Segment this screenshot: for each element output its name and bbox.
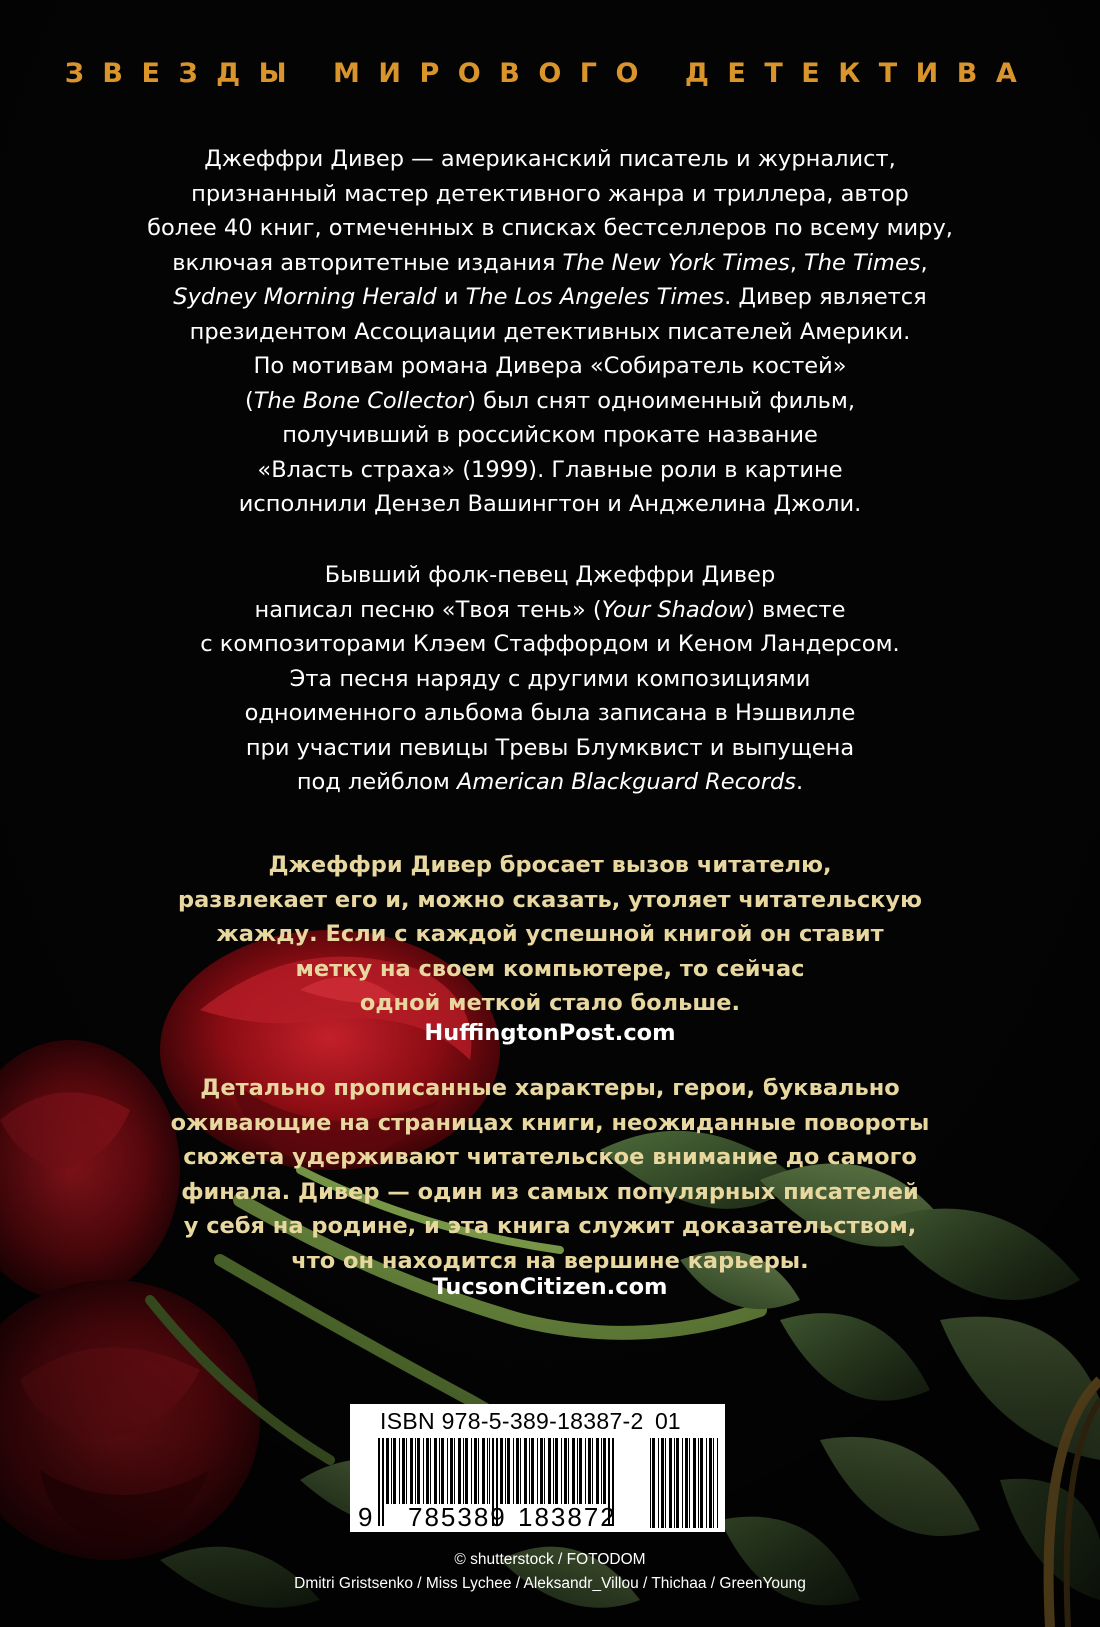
barcode-bar — [650, 1438, 651, 1528]
italic-title: Sydney Morning Herald — [173, 284, 437, 310]
barcode-bar — [434, 1438, 437, 1504]
bio-line — [50, 177, 1050, 212]
barcode-bar — [548, 1438, 551, 1504]
text-run: исполнили Дензел Вашингтон и Анджелина Джоли. — [238, 491, 862, 517]
barcode-bar — [706, 1438, 707, 1528]
barcode-bar — [588, 1438, 591, 1504]
review-quote-huffington — [50, 848, 1050, 1021]
text-run: под лейблом — [296, 769, 458, 795]
barcode-bar — [669, 1438, 672, 1528]
text-run: По мотивам романа Дивера «Собиратель костей» — [253, 353, 847, 379]
barcode-bar — [603, 1438, 606, 1504]
barcode-bar — [386, 1438, 389, 1504]
text-run: ( — [244, 387, 254, 414]
quote2-line: финала. Дивер — один из самых популярных писателей — [181, 1178, 919, 1205]
barcode-bar — [553, 1438, 554, 1504]
barcode-bar — [426, 1438, 429, 1504]
barcode-bar — [544, 1438, 545, 1504]
barcode-bar — [709, 1438, 712, 1528]
bio-line — [50, 418, 1050, 453]
barcode-bar — [561, 1438, 562, 1504]
barcode-bar — [572, 1438, 575, 1504]
barcode-digits-group1: 785389 — [408, 1502, 507, 1532]
barcode-bar — [402, 1438, 405, 1504]
quote1-line: метку на своем компьютере, то сейчас — [295, 955, 805, 982]
barcode-bar — [458, 1438, 461, 1504]
barcode-bar — [482, 1438, 485, 1504]
barcode-bar — [665, 1438, 666, 1528]
barcode-bar — [531, 1438, 534, 1504]
barcode-bar — [676, 1438, 679, 1528]
barcode-bar — [471, 1438, 472, 1504]
barcode-bar — [700, 1438, 703, 1528]
barcode-bar — [430, 1438, 431, 1504]
music-line — [50, 558, 1050, 593]
music-line — [50, 696, 1050, 731]
barcode-bar — [441, 1438, 444, 1504]
text-run: ) был снят одноименный фильм, — [467, 387, 856, 414]
barcode-bar — [596, 1438, 599, 1504]
text-run: , — [920, 249, 928, 276]
barcode-bar — [685, 1438, 688, 1528]
italic-title: The Los Angeles Times — [465, 284, 725, 310]
bio-line — [50, 487, 1050, 522]
barcode-bar — [417, 1438, 420, 1504]
barcode-bar — [652, 1438, 655, 1528]
bio-line — [50, 384, 1050, 419]
barcode-guard-bar — [382, 1438, 384, 1526]
barcode-bar — [454, 1438, 455, 1504]
barcode-bar — [540, 1438, 543, 1504]
barcode-bar — [474, 1438, 477, 1504]
bio-line — [50, 142, 1050, 177]
barcode-bar — [463, 1438, 464, 1504]
quote2-line: Детально прописанные характеры, герои, буквально — [200, 1075, 900, 1101]
series-title: ЗВЕЗДЫ МИРОВОГО ДЕТЕКТИВА — [64, 58, 1036, 89]
text-run: , — [789, 249, 805, 276]
quote2-line: у себя на родине, и эта книга служит доказательством, — [183, 1213, 917, 1239]
barcode-bar — [406, 1438, 407, 1504]
isbn-label: ISBN 978-5-389-18387-2 — [380, 1408, 644, 1434]
italic-title: The Times — [804, 249, 921, 276]
text-run: при участии певицы Тревы Блумквист и выпущена — [245, 734, 855, 761]
music-line — [50, 593, 1050, 628]
music-line — [50, 765, 1050, 800]
text-run: «Власть страха» (1999). Главные роли в картине — [257, 456, 843, 483]
quote2-line: оживающие на страницах книги, неожиданные повороты — [170, 1109, 930, 1136]
barcode-digit-first: 9 — [358, 1502, 373, 1532]
barcode-bar — [520, 1438, 521, 1504]
barcode-bar — [487, 1438, 488, 1504]
barcode-bar — [693, 1438, 696, 1528]
text-run: Джеффри Дивер — американский писатель и журналист, — [204, 146, 896, 172]
review-source-tucson: TucsonCitizen.com — [432, 1274, 668, 1300]
barcode-bar — [682, 1438, 683, 1528]
bio-line — [50, 211, 1050, 246]
italic-title: American Blackguard Records — [457, 769, 796, 795]
barcode-bar — [516, 1438, 519, 1504]
music-line — [50, 662, 1050, 697]
review-source-huffington: HuffingtonPost.com — [424, 1020, 676, 1046]
text-run: . Дивер является — [724, 284, 927, 310]
text-run: одноименного альбома была записана в Нэшвилле — [244, 700, 856, 726]
text-run: Эта песня наряду с другими композициями — [289, 665, 811, 692]
barcode-bar — [399, 1438, 400, 1504]
barcode-bar — [478, 1438, 479, 1504]
barcode-bar — [717, 1438, 718, 1528]
music-line — [50, 627, 1050, 662]
text-run: с композиторами Клэем Стаффордом и Кеном Ландерсом. — [200, 631, 900, 657]
barcode-bar — [391, 1438, 392, 1504]
barcode-bar — [579, 1438, 582, 1504]
author-bio — [50, 142, 1050, 522]
italic-title: The New York Times — [562, 249, 790, 276]
barcode-bar — [537, 1438, 538, 1504]
barcode-bar — [415, 1438, 416, 1504]
quote1-line: жажду. Если с каждой успешной книгой он ставит — [216, 921, 884, 947]
photo-credit-line2: Dmitri Gristsenko / Miss Lychee / Aleksandr_Villou / Thichaa / GreenYoung — [294, 1575, 806, 1592]
text-run: признанный мастер детективного жанра и триллера, автор — [191, 180, 909, 207]
music-line — [50, 731, 1050, 766]
bio-line — [50, 246, 1050, 281]
author-music-paragraph — [50, 558, 1050, 800]
barcode-bar — [585, 1438, 586, 1504]
barcode-bar — [674, 1438, 675, 1528]
barcode-bar — [689, 1438, 690, 1528]
barcode-bar — [489, 1438, 490, 1504]
barcode-bar — [439, 1438, 440, 1504]
text-run: и — [436, 284, 466, 310]
barcode-bar — [450, 1438, 453, 1504]
text-run: написал песню «Твоя тень» ( — [254, 596, 602, 623]
text-run: ) вместе — [746, 596, 846, 623]
isbn-barcode — [350, 1404, 725, 1532]
barcode-bar — [465, 1438, 468, 1504]
barcode-bar — [524, 1438, 527, 1504]
barcode-guard-bar — [378, 1438, 380, 1526]
review-quote-tucson — [50, 1071, 1050, 1278]
text-run: . — [796, 769, 804, 795]
isbn-addon-code: 01 — [655, 1408, 681, 1434]
barcode-bar — [568, 1438, 569, 1504]
barcode-bar — [601, 1438, 602, 1504]
italic-title: The Bone Collector — [253, 387, 468, 414]
barcode-bar — [505, 1438, 506, 1504]
bio-line — [50, 280, 1050, 315]
text-run: включая авторитетные издания — [172, 249, 563, 276]
barcode-bar — [410, 1438, 413, 1504]
quote1-line: Джеффри Дивер бросает вызов читателю, — [268, 852, 832, 878]
barcode-bar — [529, 1438, 530, 1504]
barcode-digits-group2: 183872 — [518, 1502, 617, 1532]
text-run: получивший в российском прокате название — [282, 422, 818, 448]
barcode-bar — [661, 1438, 664, 1528]
barcode-bar — [713, 1438, 714, 1528]
text-run: более 40 книг, отмеченных в списках бестселлеров по всему миру, — [147, 215, 953, 241]
bio-line — [50, 453, 1050, 488]
barcode-bar — [698, 1438, 699, 1528]
quote2-line: что он находится на вершине карьеры. — [291, 1247, 809, 1274]
photo-credit-line1: © shutterstock / FOTODOM — [454, 1551, 646, 1568]
bio-line — [50, 349, 1050, 384]
quote1-line: одной меткой стало больше. — [359, 990, 741, 1016]
quote2-line: сюжета удерживают читательское внимание до самого — [183, 1144, 917, 1170]
text-run: Бывший фолк-певец Джеффри Дивер — [324, 562, 776, 588]
barcode-bar — [577, 1438, 578, 1504]
italic-title: Your Shadow — [601, 596, 747, 623]
barcode-bar — [423, 1438, 424, 1504]
barcode-bar — [507, 1438, 510, 1504]
barcode-bar — [447, 1438, 448, 1504]
barcode-bar — [658, 1438, 659, 1528]
bio-line — [50, 315, 1050, 350]
barcode-bar — [393, 1438, 396, 1504]
barcode-bar — [592, 1438, 593, 1504]
barcode-bar — [564, 1438, 567, 1504]
text-run: президентом Ассоциации детективных писателей Америки. — [189, 318, 911, 345]
barcode-bar — [500, 1438, 503, 1504]
quote1-line: развлекает его и, можно сказать, утоляет читательскую — [178, 886, 922, 913]
barcode-bar — [513, 1438, 514, 1504]
barcode-bar — [555, 1438, 558, 1504]
